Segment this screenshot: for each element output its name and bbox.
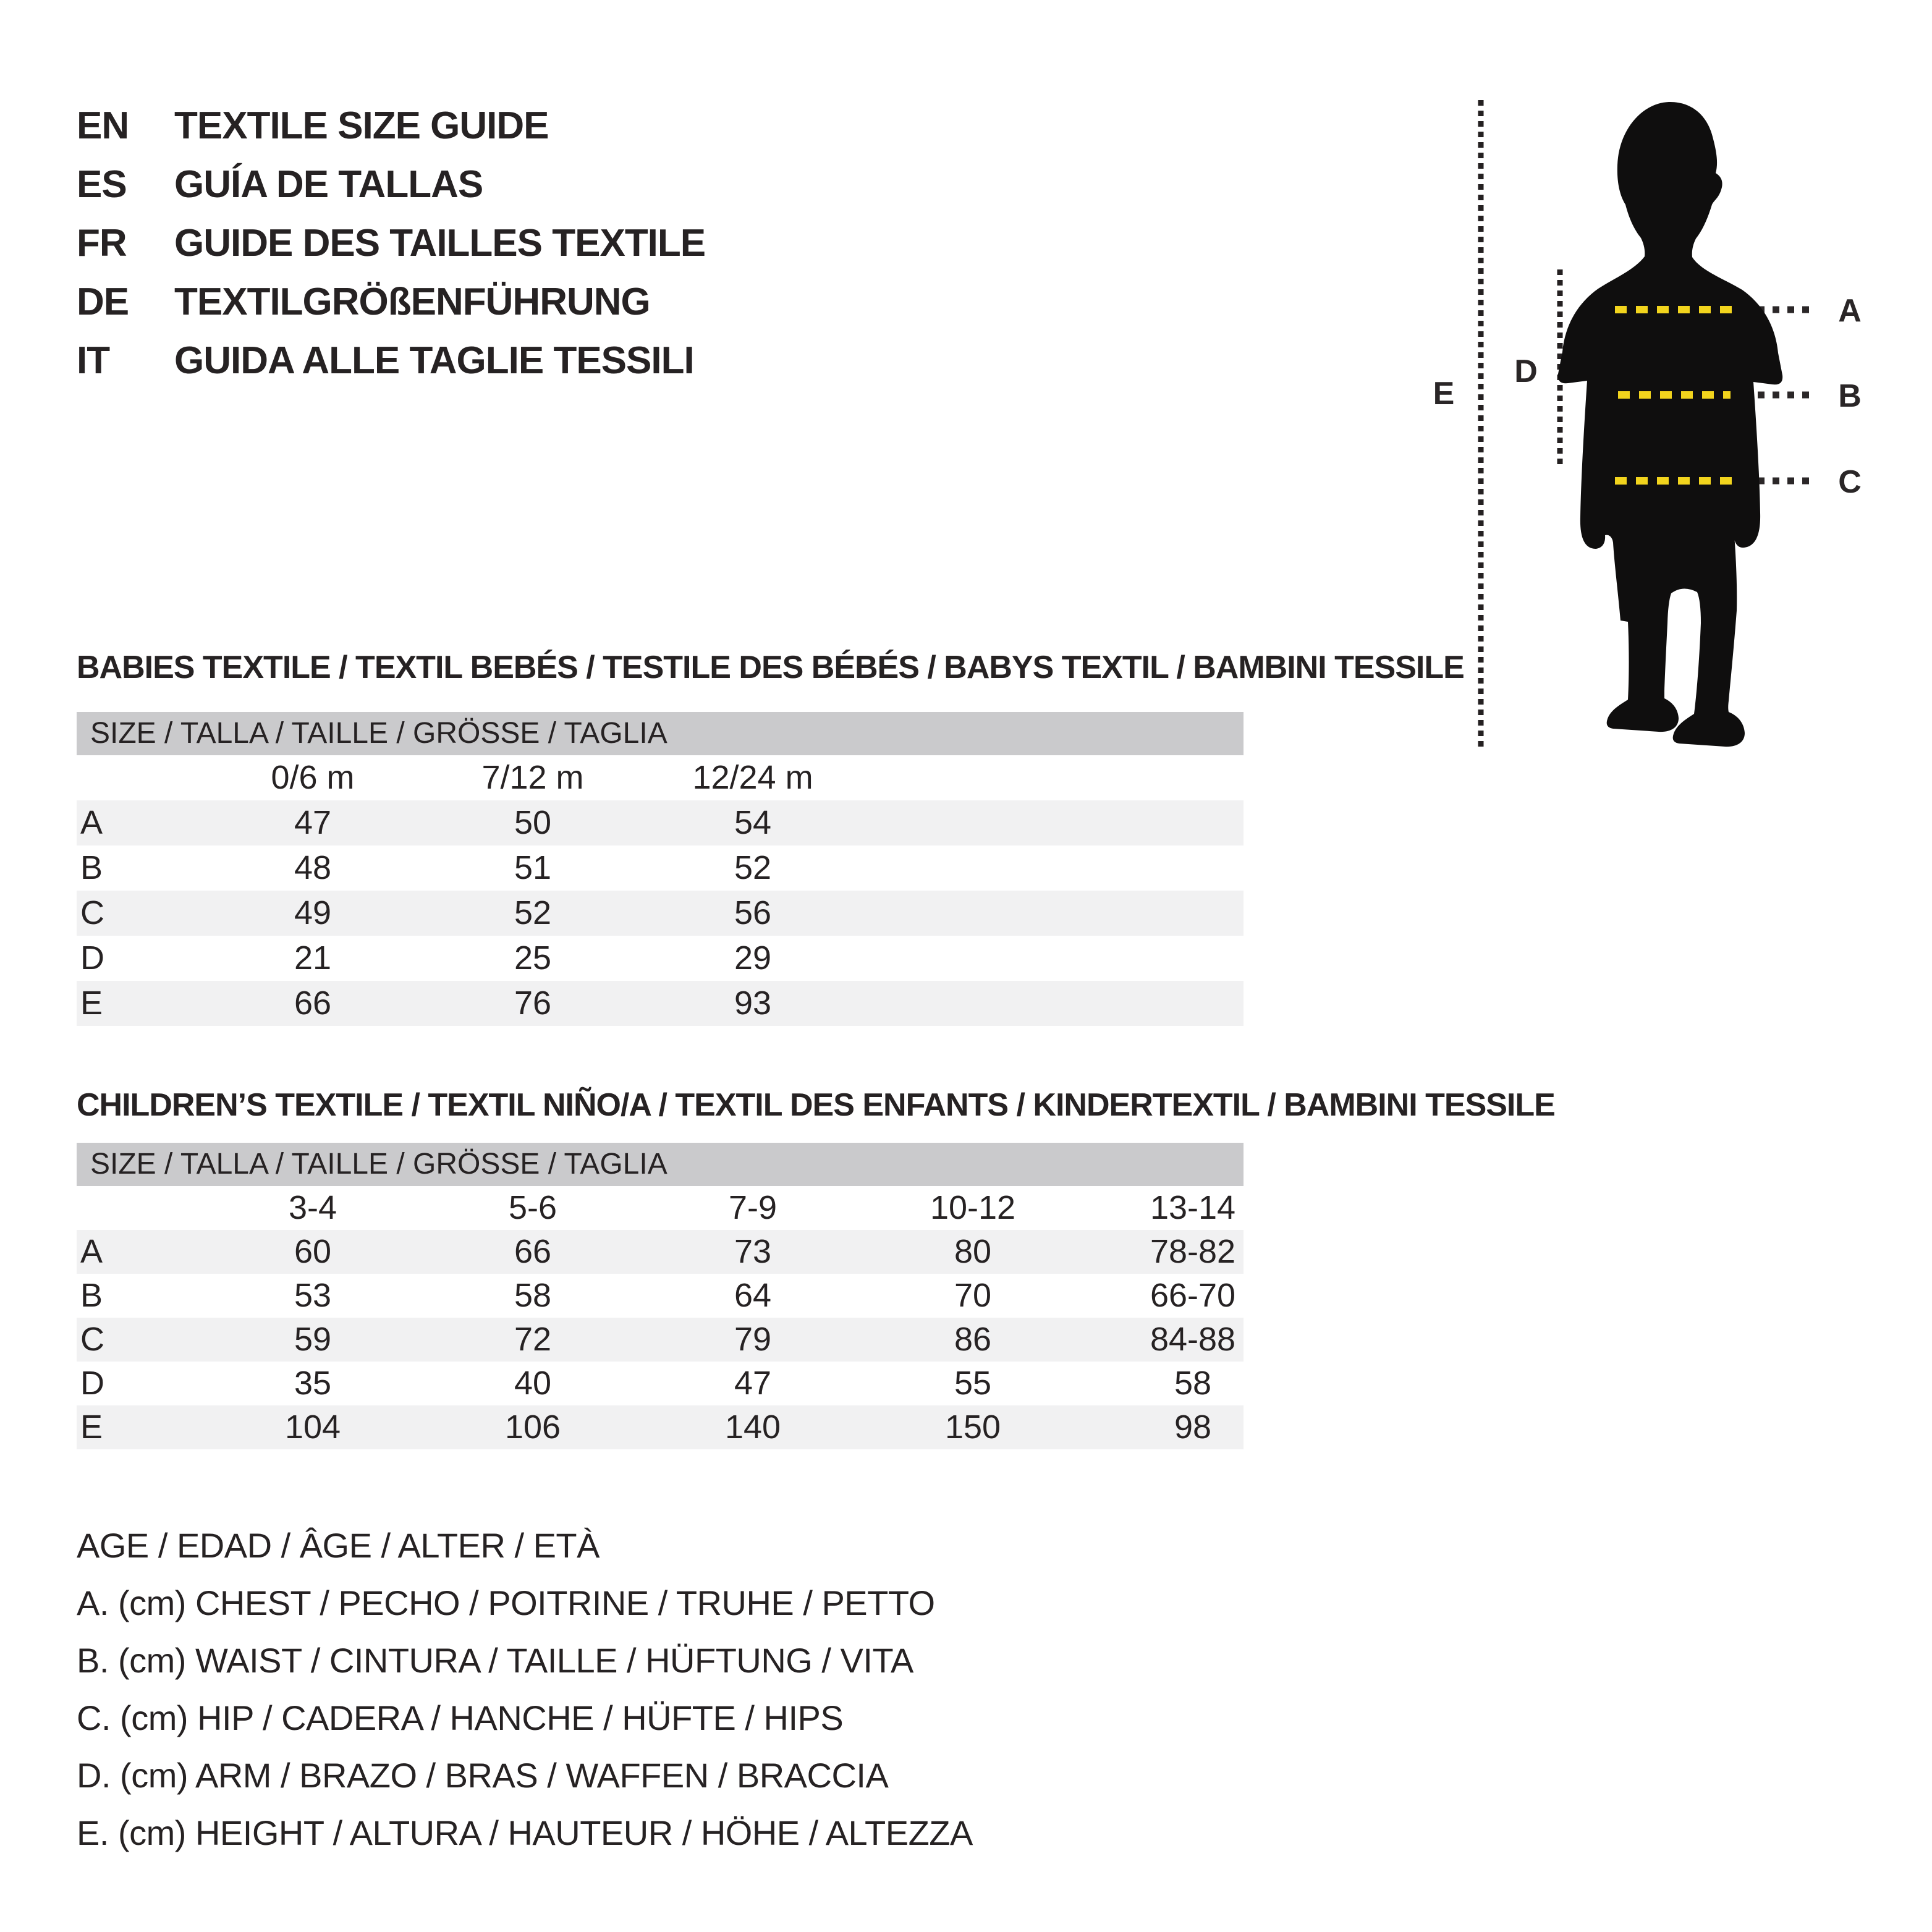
size-column-header: 10-12 [930,1189,1016,1226]
measure-value: 76 [514,985,552,1022]
measure-value: 84-88 [1150,1321,1236,1358]
size-column-header: 7/12 m [481,759,584,796]
size-column-header: 7-9 [728,1189,777,1226]
measure-value: 52 [734,849,772,886]
measure-row-label: C [80,1321,104,1358]
children-size-header-bar [77,1143,1244,1186]
measure-value: 25 [514,939,552,977]
measure-value: 93 [734,985,772,1022]
measure-value: 98 [1174,1409,1212,1446]
measurement-legend [77,1517,973,1862]
measure-value: 53 [294,1277,332,1314]
language-row-it [77,331,705,390]
measure-value: 150 [944,1409,1001,1446]
measure-row-label: A [80,1233,103,1270]
babies-section-heading: BABIES TEXTILE / TEXTIL BEBÉS / TESTILE DES BÉBÉS / BABYS TEXTIL / BAMBINI TESSILE [77,650,1464,685]
language-code: FR [77,222,127,265]
arm-label: D [1514,354,1538,389]
table-row-e [77,981,1244,1026]
babies-size-header-bar [77,712,1244,755]
measure-row-label: D [80,1365,104,1402]
size-column-header: 13-14 [1150,1189,1236,1226]
table-row-d [77,1362,1244,1405]
size-column-header: 5-6 [508,1189,557,1226]
measure-value: 60 [294,1233,332,1270]
measure-value: 86 [954,1321,992,1358]
language-code: EN [77,104,129,147]
size-column-header: 12/24 m [692,759,813,796]
babies-size-table [77,755,1244,1026]
language-code: DE [77,281,129,323]
table-row-a [77,800,1244,845]
height-label: E [1433,376,1455,412]
measurement-figure [1434,93,1932,768]
guide-title-es: GUÍA DE TALLAS [174,163,483,206]
measure-value: 29 [734,939,772,977]
measure-row-label: B [80,1277,103,1314]
hip-label: C [1838,464,1862,500]
language-row-de [77,273,705,331]
measure-row-label: B [80,849,103,886]
language-code: ES [77,163,127,206]
children-section-heading: CHILDREN’S TEXTILE / TEXTIL NIÑO/A / TEXTIL DES ENFANTS / KINDERTEXTIL / BAMBINI TESSILE [77,1087,1555,1123]
column-header-row [77,1186,1244,1230]
legend-hip: C. (cm) HIP / CADERA / HANCHE / HÜFTE / HIPS [77,1698,844,1737]
measure-value: 66 [294,985,332,1022]
measure-value: 47 [734,1365,772,1402]
measure-value: 140 [724,1409,781,1446]
measure-value: 21 [294,939,332,977]
measure-value: 104 [284,1409,341,1446]
guide-title-it: GUIDA ALLE TAGLIE TESSILI [174,339,694,382]
language-title-list [77,96,705,390]
measure-value: 64 [734,1277,772,1314]
table-row-a [77,1230,1244,1274]
language-row-es [77,155,705,214]
guide-title-fr: GUIDE DES TAILLES TEXTILE [174,222,706,265]
measure-value: 35 [294,1365,332,1402]
measure-value: 47 [294,804,332,841]
table-row-b [77,1274,1244,1318]
measure-value: 78-82 [1150,1233,1236,1270]
measure-row-label: A [80,804,103,841]
measure-row-label: C [80,894,104,931]
measure-value: 48 [294,849,332,886]
measure-value: 40 [514,1365,552,1402]
guide-title-en: TEXTILE SIZE GUIDE [174,104,549,147]
legend-arm: D. (cm) ARM / BRAZO / BRAS / WAFFEN / BRACCIA [77,1756,889,1795]
measure-value: 106 [504,1409,561,1446]
language-code: IT [77,339,110,382]
table-row-e [77,1405,1244,1449]
legend-age: AGE / EDAD / ÂGE / ALTER / ETÀ [77,1526,600,1565]
measure-value: 54 [734,804,772,841]
children-size-table [77,1186,1244,1449]
measure-row-label: D [80,939,104,977]
guide-title-de: TEXTILGRÖßENFÜHRUNG [174,281,650,323]
measure-value: 80 [954,1233,992,1270]
measure-row-label: E [80,985,103,1022]
table-row-d [77,936,1244,981]
babies-size-header-text: SIZE / TALLA / TAILLE / GRÖSSE / TAGLIA [90,717,667,750]
size-column-header: 0/6 m [271,759,355,796]
measure-value: 49 [294,894,332,931]
measure-value: 70 [954,1277,992,1314]
table-row-b [77,845,1244,891]
children-size-header-text: SIZE / TALLA / TAILLE / GRÖSSE / TAGLIA [90,1148,667,1180]
measure-value: 79 [734,1321,772,1358]
measure-value: 50 [514,804,552,841]
measure-value: 55 [954,1365,992,1402]
measure-value: 58 [1174,1365,1212,1402]
language-row-en [77,96,705,155]
measure-value: 58 [514,1277,552,1314]
language-row-fr [77,214,705,273]
measure-value: 73 [734,1233,772,1270]
legend-height: E. (cm) HEIGHT / ALTURA / HAUTEUR / HÖHE / ALTEZZA [77,1813,973,1852]
measure-value: 52 [514,894,552,931]
measure-value: 66 [514,1233,552,1270]
measure-value: 51 [514,849,552,886]
legend-waist: B. (cm) WAIST / CINTURA / TAILLE / HÜFTUNG / VITA [77,1641,913,1680]
child-silhouette [1558,102,1782,747]
measure-row-label: E [80,1409,103,1446]
measure-value: 59 [294,1321,332,1358]
measure-value: 56 [734,894,772,931]
measure-value: 66-70 [1150,1277,1236,1314]
table-row-c [77,891,1244,936]
table-row-c [77,1318,1244,1362]
size-column-header: 3-4 [288,1189,337,1226]
chest-label: A [1838,293,1862,329]
legend-chest: A. (cm) CHEST / PECHO / POITRINE / TRUHE / PETTO [77,1583,935,1622]
waist-label: B [1838,378,1862,414]
column-header-row [77,755,1244,800]
measure-value: 72 [514,1321,552,1358]
